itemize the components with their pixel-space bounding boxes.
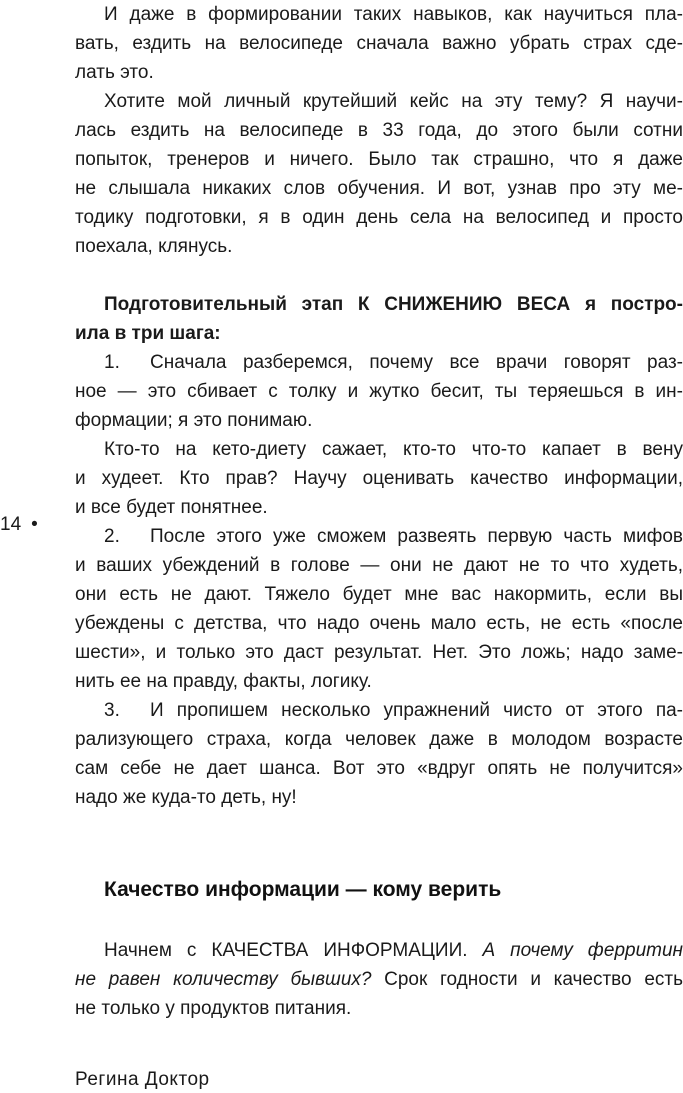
text-line: формации; я это понимаю. xyxy=(75,410,313,431)
text-line: не только у продуктов питания. xyxy=(75,998,352,1019)
page-number xyxy=(0,510,38,539)
text-line: и ваших убеждений в голове — они не дают не то что худеть, xyxy=(75,555,683,576)
page-number-value: 14 xyxy=(0,514,22,535)
text-line: Кто-то на кето-диету сажает, кто-то что-то капает в вену xyxy=(104,439,683,460)
text-line: не слышала никаких слов обучения. И вот, узнав про эту ме- xyxy=(75,178,683,199)
footer-author: Регина Доктор xyxy=(75,1069,210,1090)
list-number: 3. xyxy=(104,700,120,721)
text-line: вать, ездить на велосипеде сначала важно убрать страх сде- xyxy=(75,33,683,54)
text-line: рализующего страха, когда человек даже в молодом возрасте xyxy=(75,729,683,750)
italic-text: не равен количеству бывших? xyxy=(75,969,372,990)
plain-text: Срок годности и качество есть xyxy=(371,969,683,990)
text-line: тодику подготовки, я в один день села на велосипед и просто xyxy=(75,207,683,228)
text-line: шести», и только это даст результат. Нет. Это ложь; надо заме- xyxy=(75,642,683,663)
list-number: 1. xyxy=(104,352,120,373)
text-line: убеждены с детства, что надо очень мало есть, не есть «после xyxy=(75,613,683,634)
text-line: лась ездить на велосипеде в 33 года, до этого были сотни xyxy=(75,120,683,141)
bold-statement-line: Подготовительный этап К СНИЖЕНИЮ ВЕСА я постро- xyxy=(104,294,683,315)
bold-statement-line: ила в три шага: xyxy=(75,323,221,344)
list-number: 2. xyxy=(104,526,120,547)
text-line: И даже в формировании таких навыков, как научиться пла- xyxy=(104,4,683,25)
list-item-text: И пропишем несколько упражнений чисто от этого па- xyxy=(150,700,683,721)
text-line: ное — это сбивает с толку и жутко бесит, ты теряешься в ин- xyxy=(75,381,683,402)
text-line: они есть не дают. Тяжело будет мне вас накормить, если вы xyxy=(75,584,683,605)
list-item-text: Сначала разберемся, почему все врачи говорят раз- xyxy=(150,352,683,373)
text-line: нить ее на правду, факты, логику. xyxy=(75,671,372,692)
text-line: Хотите мой личный крутейший кейс на эту тему? Я научи- xyxy=(104,91,683,112)
text-line: лать это. xyxy=(75,62,154,83)
text-line: и все будет понятнее. xyxy=(75,497,268,518)
page-number-marker: • xyxy=(31,514,38,535)
list-item-step-3 xyxy=(104,696,683,725)
section-text-line xyxy=(75,965,683,994)
text-line: сам себе не дает шанса. Вот это «вдруг опять не получится» xyxy=(75,758,683,779)
text-line: надо же куда-то деть, ну! xyxy=(75,787,297,808)
text-line: поехала, клянусь. xyxy=(75,236,233,257)
plain-text: Начнем с КАЧЕСТВА ИНФОРМАЦИИ. xyxy=(104,940,483,961)
italic-text: А почему ферритин xyxy=(482,940,683,961)
text-line: и худеет. Кто прав? Научу оценивать качество информации, xyxy=(75,468,683,489)
list-item-step-2 xyxy=(104,522,683,551)
list-item-text: После этого уже сможем развеять первую часть мифов xyxy=(150,526,683,547)
list-item-step-1 xyxy=(104,348,683,377)
section-heading: Качество информации — кому верить xyxy=(104,878,502,901)
text-line: попыток, тренеров и ничего. Было так страшно, что я даже xyxy=(75,149,683,170)
section-text-line xyxy=(104,936,683,965)
